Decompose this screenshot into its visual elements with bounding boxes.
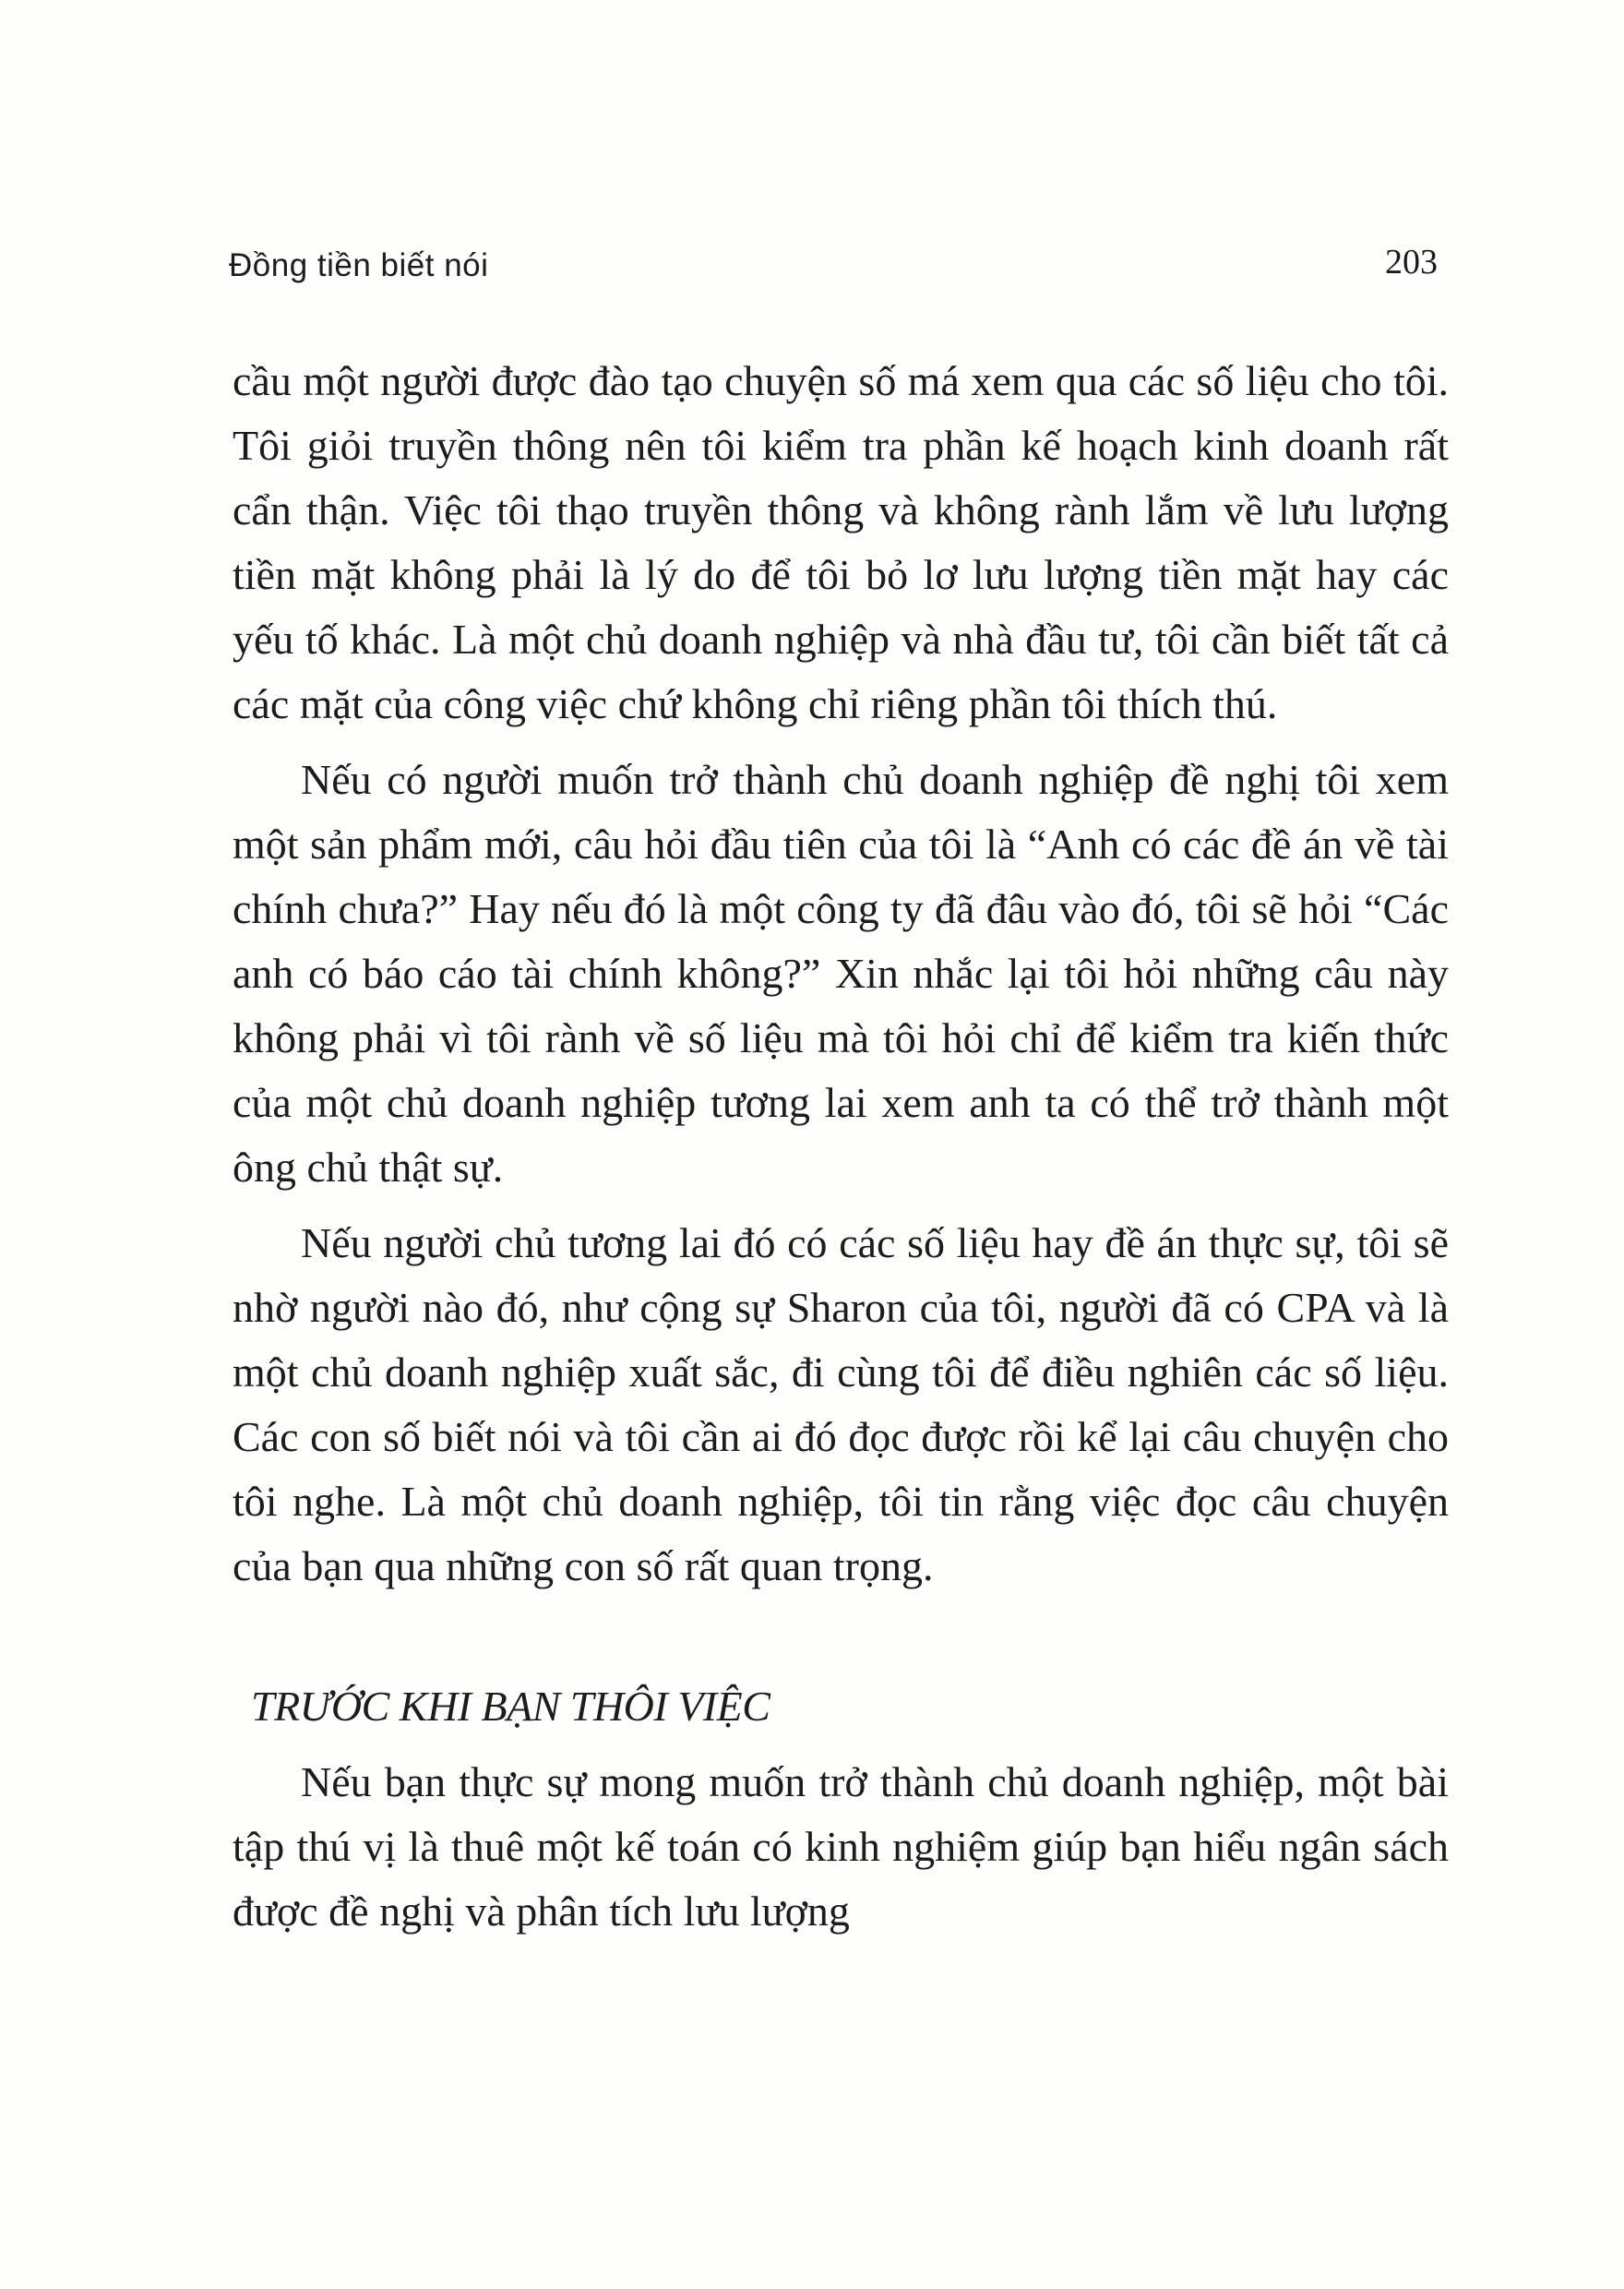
book-title: Đồng tiền biết nói (229, 247, 489, 283)
paragraph-section-intro: Nếu bạn thực sự mong muốn trở thành chủ doanh nghiệp, một bài tập thú vị là thuê một kế toán có kinh nghiệm giúp bạn hiểu ngân sách được đề nghị và phân tích lưu lượng (233, 1758, 1449, 1935)
section-heading: TRƯỚC KHI BẠN THÔI VIỆC (251, 1683, 770, 1730)
body-text (233, 349, 1449, 1944)
paragraph-figures-story: Nếu người chủ tương lai đó có các số liệu hay đề án thực sự, tôi sẽ nhờ người nào đó, như cộng sự Sharon của tôi, người đã có CPA và là một chủ doanh nghiệp xuất sắc, đi cùng tôi để điều nghiên các số liệu. Các con số biết nói và tôi cần ai đó đọc được rồi kể lại câu chuyện cho tôi nghe. Là một chủ doanh nghiệp, tôi tin rằng việc đọc câu chuyện của bạn qua những con số rất quan trọng. (233, 1219, 1449, 1589)
page-number: 203 (1385, 243, 1438, 282)
running-header (229, 242, 1438, 297)
paragraph-continuation: cầu một người được đào tạo chuyện số má xem qua các số liệu cho tôi. Tôi giỏi truyền thông nên tôi kiểm tra phần kế hoạch kinh doanh rất cẩn thận. Việc tôi thạo truyền thông và không rành lắm về lưu lượng tiền mặt không phải là lý do để tôi bỏ lơ lưu lượng tiền mặt hay các yếu tố khác. Là một chủ doanh nghiệp và nhà đầu tư, tôi cần biết tất cả các mặt của công việc chứ không chỉ riêng phần tôi thích thú. (233, 357, 1449, 727)
paragraph-product-review: Nếu có người muốn trở thành chủ doanh nghiệp đề nghị tôi xem một sản phẩm mới, câu hỏi đầu tiên của tôi là “Anh có các đề án về tài chính chưa?” Hay nếu đó là một công ty đã đâu vào đó, tôi sẽ hỏi “Các anh có báo cáo tài chính không?” Xin nhắc lại tôi hỏi những câu này không phải vì tôi rành về số liệu mà tôi hỏi chỉ để kiểm tra kiến thức của một chủ doanh nghiệp tương lai xem anh ta có thể trở thành một ông chủ thật sự. (233, 756, 1449, 1191)
